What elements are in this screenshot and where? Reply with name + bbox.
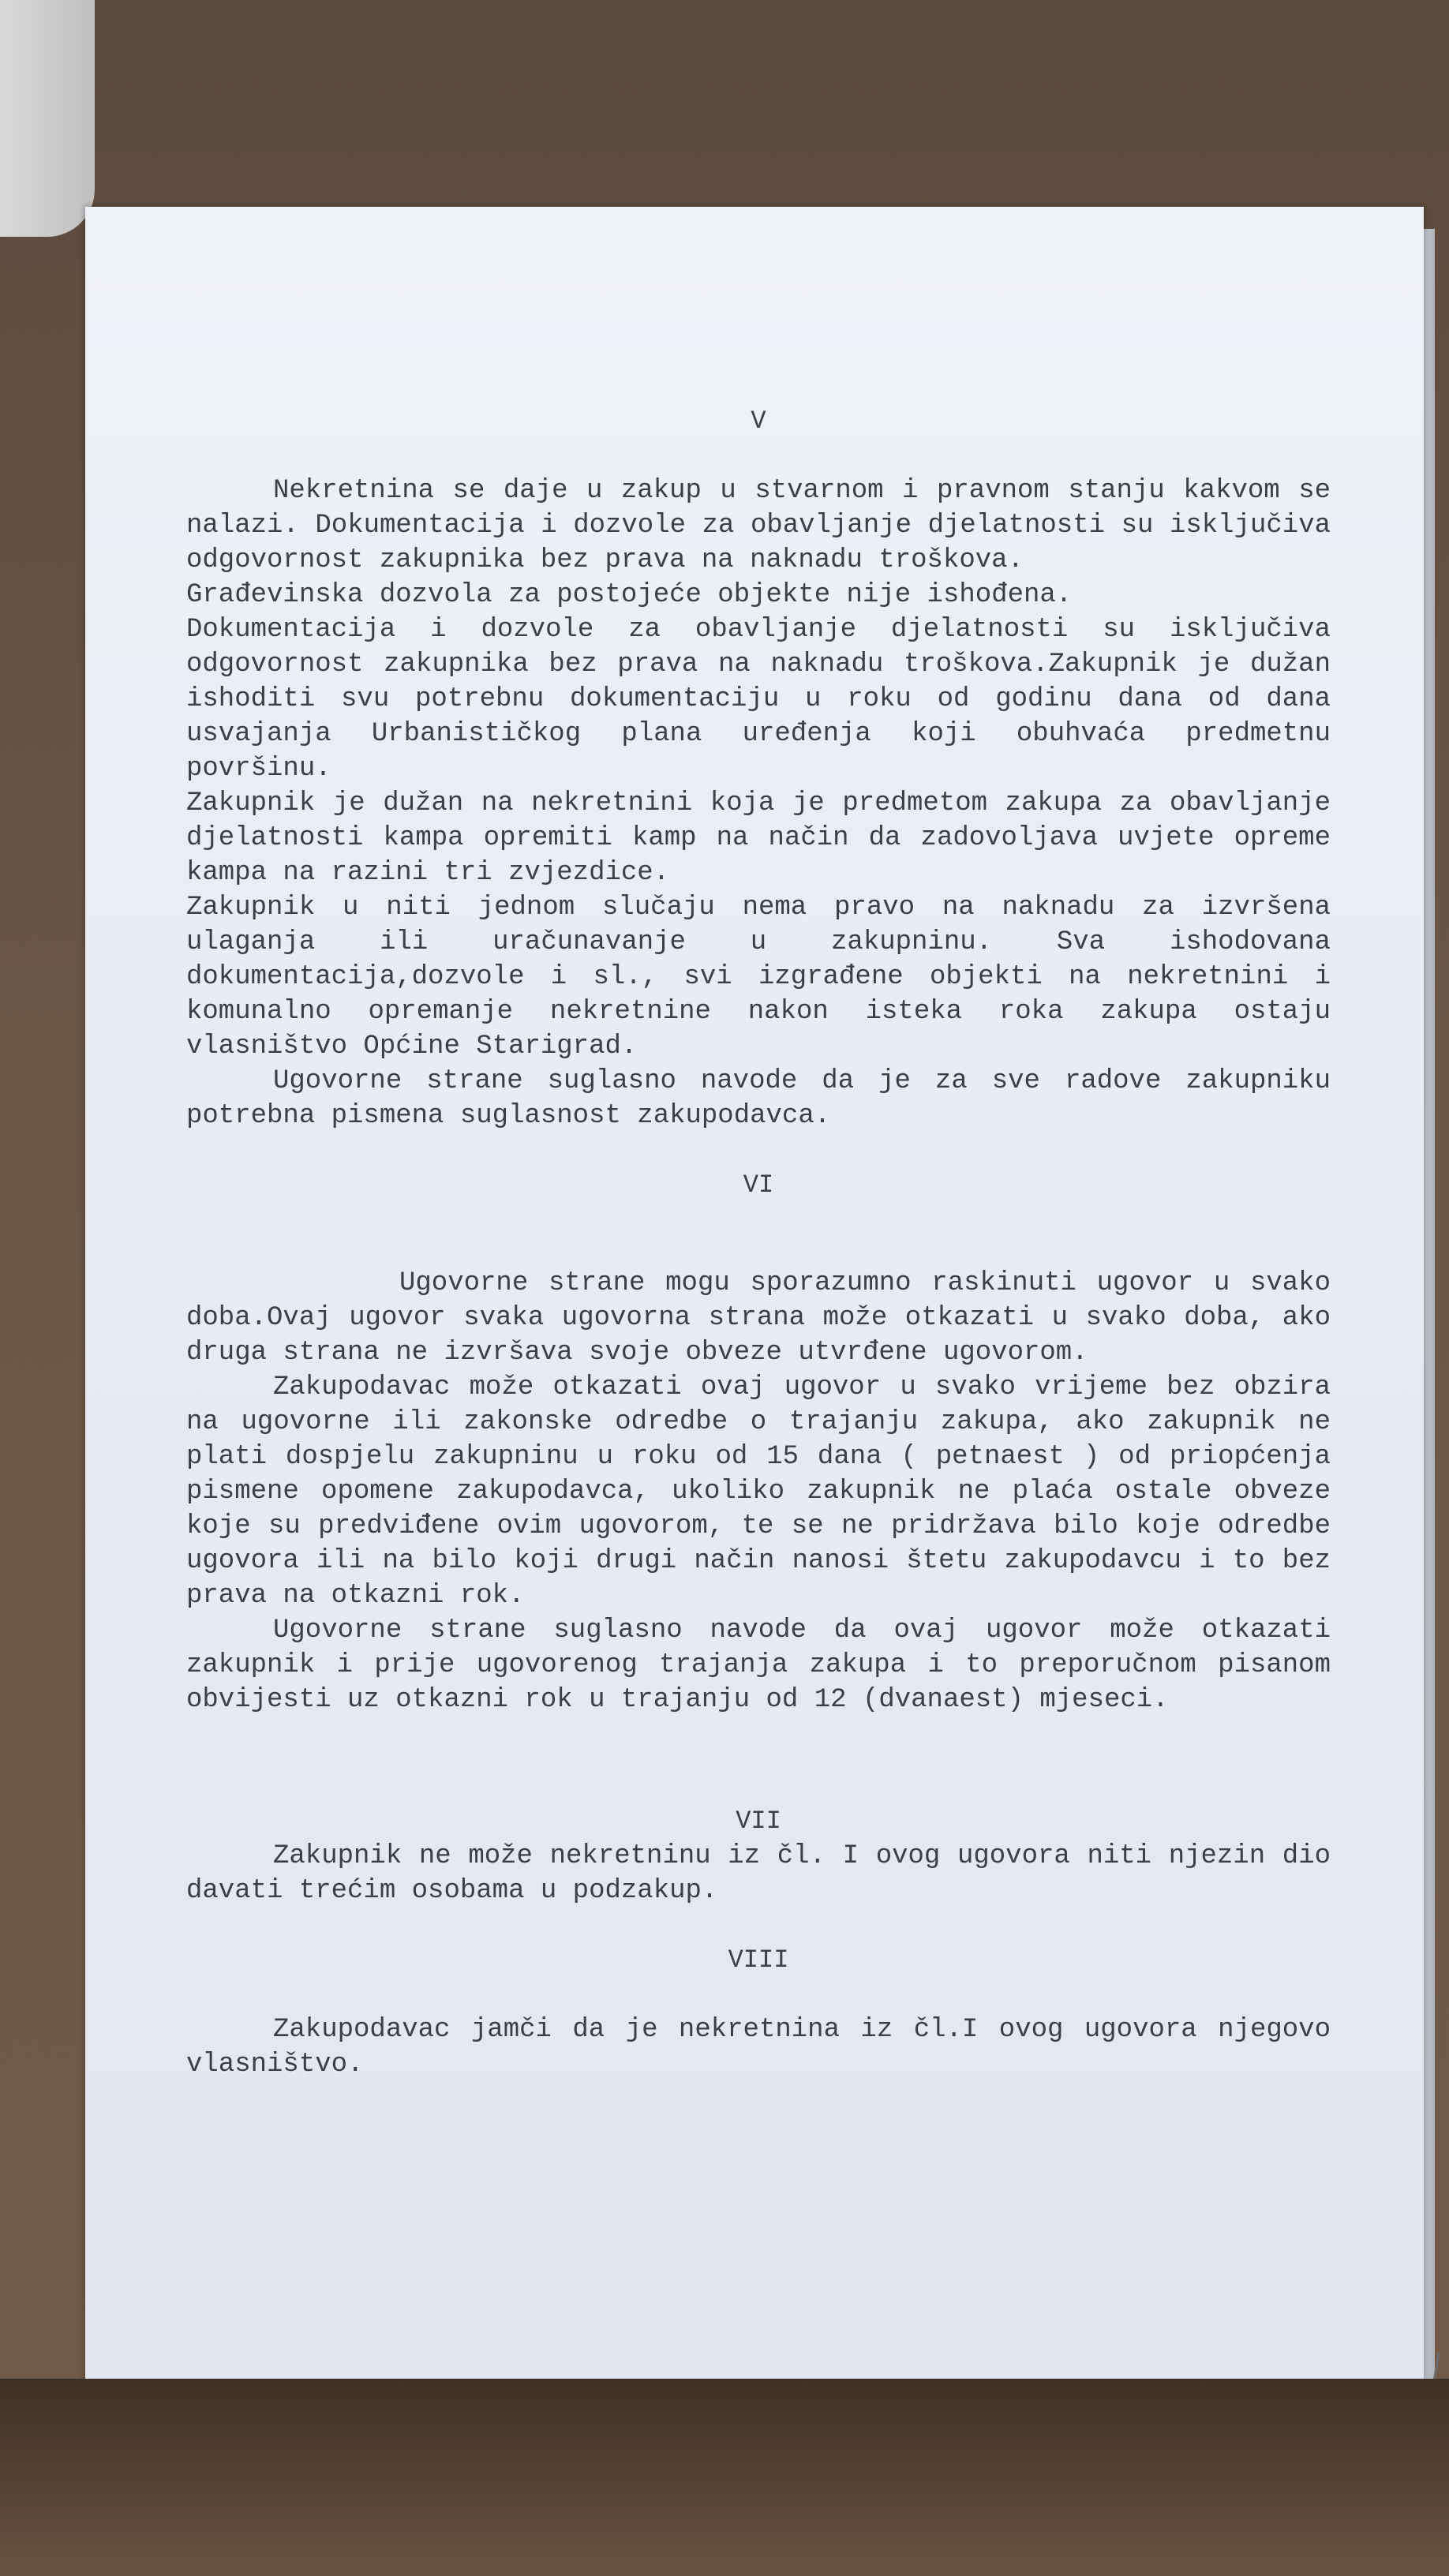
document-body [186, 404, 1331, 2082]
section-heading-vii: VII [736, 1807, 781, 1836]
section-vi-paragraph-3: Ugovorne strane suglasno navode da ovaj ugovor može otkazati zakupnik i prije ugovorenog trajanja zakupa i to preporučnom pisanom obvijesti uz otkazni rok u trajanju od 12 (dvanaest) mjeseci. [186, 1616, 1331, 1715]
document-page [85, 207, 1424, 2379]
section-viii-paragraph-1: Zakupodavac jamči da je nekretnina iz čl.I ovog ugovora njegovo vlasništvo. [186, 2015, 1331, 2080]
section-v-paragraph-4: Zakupnik je dužan na nekretnini koja je predmetom zakupa za obavljanje djelatnosti kampa opremiti kamp na način da zadovoljava uvjete opreme kampa na razini tri zvjezdice. [186, 788, 1331, 888]
section-vi-paragraph-2: Zakupodavac može otkazati ovaj ugovor u svako vrijeme bez obzira na ugovorne ili zakonske odredbe o trajanju zakupa, ako zakupnik ne plati dospjelu zakupninu u roku od 15 dana ( petnaest ) od priopćenja pismene opomene zakupodavca, ukoliko zakupnik ne plaća ostale obveze koje su predviđene ovim ugovorom, te se ne pridržava bilo koje odredbe ugovora ili na bilo koji drugi način nanosi štetu zakupodavcu i to bez prava na otkazni rok. [186, 1372, 1331, 1611]
section-heading-vi: VI [743, 1170, 774, 1200]
section-v-paragraph-1: Nekretnina se daje u zakup u stvarnom i pravnom stanju kakvom se nalazi. Dokumentacija i dozvole za obavljanje djelatnosti su isključiva odgovornost zakupnika bez prava na naknadu troškova. [186, 476, 1331, 575]
section-v-paragraph-5: Zakupnik u niti jednom slučaju nema pravo na naknadu za izvršena ulaganja ili uračunavanje u zakupninu. Sva ishodovana dokumentacija,dozvole i sl., svi izgrađene objekti na nekretnini i komunalno opremanje nekretnine nakon isteka roka zakupa ostaju vlasništvo Općine Starigrad. [186, 893, 1331, 1061]
desk-surface [0, 2379, 1449, 2576]
section-v-paragraph-2: Građevinska dozvola za postojeće objekte nije ishođena. [186, 580, 1073, 610]
section-vi-paragraph-1: Ugovorne strane mogu sporazumno raskinuti ugovor u svako doba.Ovaj ugovor svaka ugovorna strana može otkazati u svako doba, ako druga strana ne izvršava svoje obveze utvrđene ugovorom. [186, 1268, 1331, 1368]
section-v-paragraph-6: Ugovorne strane suglasno navode da je za sve radove zakupniku potrebna pismena suglasnost zakupodavca. [186, 1066, 1331, 1131]
section-vii-paragraph-1: Zakupnik ne može nekretninu iz čl. I ovog ugovora niti njezin dio davati trećim osobama u podzakup. [186, 1841, 1331, 1906]
section-heading-viii: VIII [728, 1945, 789, 1975]
section-heading-v: V [751, 406, 766, 436]
section-v-paragraph-3: Dokumentacija i dozvole za obavljanje djelatnosti su isključiva odgovornost zakupnika bez prava na naknadu troškova.Zakupnik je dužan ishoditi svu potrebnu dokumentaciju u roku od godinu dana od dana usvajanja Urbanističkog plana uređenja koji obuhvaća predmetnu površinu. [186, 615, 1331, 784]
adjacent-page-corner [0, 0, 95, 237]
